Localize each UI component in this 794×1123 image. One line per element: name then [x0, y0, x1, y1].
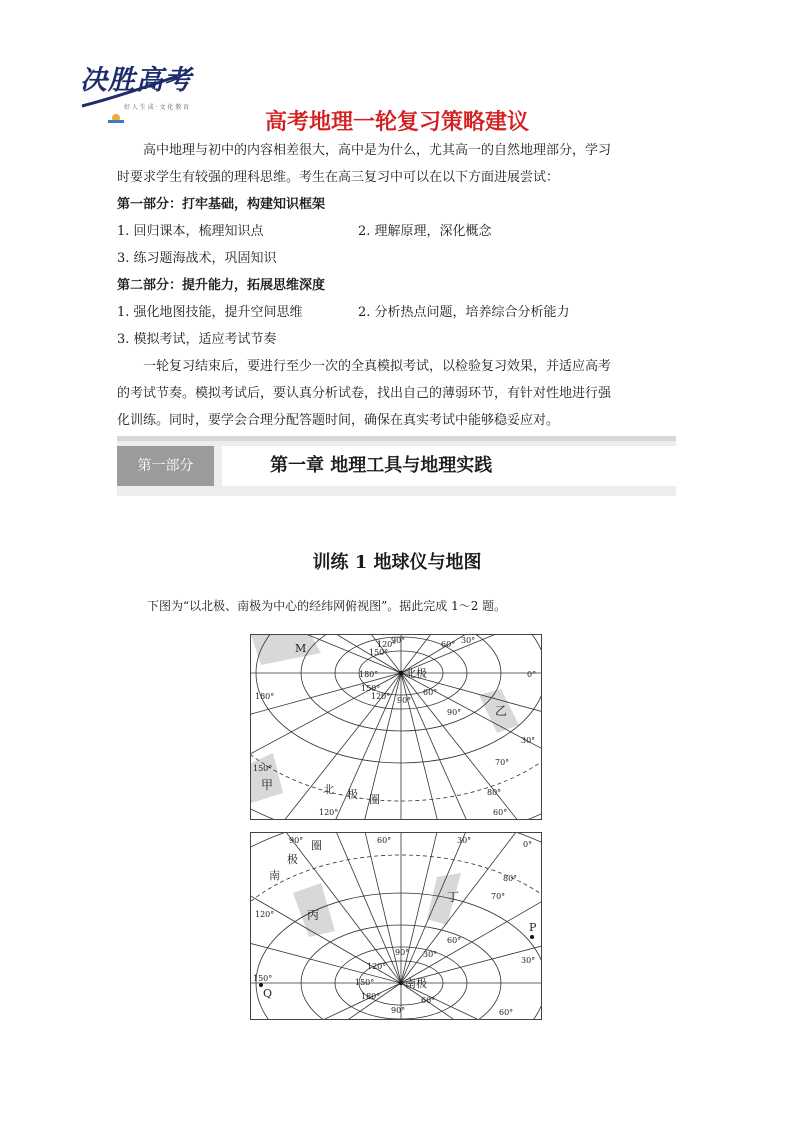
part2-heading: 第二部分：提升能力，拓展思维深度	[117, 278, 326, 293]
lon-label: 30°	[521, 736, 536, 745]
region-jia-label: 甲	[261, 778, 274, 792]
circle-char-3: 圈	[369, 793, 380, 806]
lon-label: 180°	[255, 692, 275, 701]
lon-label: 60°	[423, 688, 438, 697]
lon-label: 120°	[255, 910, 275, 919]
lon-label: 60°	[441, 640, 456, 649]
lon-label: 30°	[461, 636, 476, 645]
point-p-dot	[530, 935, 534, 939]
chapter-title: 第一章 地理工具与地理实践	[222, 446, 676, 486]
lon-label: 150°	[253, 974, 273, 983]
lon-label: 150°	[253, 764, 273, 773]
lon-label: 0°	[523, 840, 533, 849]
lon-label: 120°	[377, 640, 397, 649]
question-text: 下图为“以北极、南极为中心的经纬网俯视图”。据此完成 1～2 题。	[147, 599, 507, 613]
lon-label: 90°	[395, 948, 410, 957]
lon-label: 150°	[361, 684, 381, 693]
south-pole-label: 南极	[405, 977, 427, 990]
lon-label: 30°	[457, 836, 472, 845]
lon-label: 120°	[371, 692, 391, 701]
circle-char-2: 极	[287, 853, 298, 866]
north-pole-dot	[399, 671, 403, 675]
lon-label: 70°	[491, 892, 506, 901]
lon-label: 90°	[397, 696, 412, 705]
closing-line-3: 化训练。同时，要学会合理分配答题时间，确保在真实考试中能够稳妥应对。	[117, 413, 560, 428]
region-ding-label: 丁	[447, 890, 460, 904]
lon-label: 120°	[367, 962, 387, 971]
lon-label: 30°	[423, 950, 438, 959]
lon-label: 80°	[487, 788, 502, 797]
region-bing-label: 丙	[307, 908, 320, 922]
intro-line-1: 高中地理与初中的内容相差很大，高中是为什么，尤其高一的自然地理部分，学习	[143, 143, 612, 158]
south-pole-map	[250, 832, 542, 1020]
circle-char-1: 南	[269, 869, 280, 882]
page-title: 高考地理一轮复习策略建议	[264, 110, 529, 135]
part2-item-2: 2. 分析热点问题，培养综合分析能力	[358, 305, 570, 320]
point-p-label: P	[529, 921, 537, 934]
north-pole-map	[250, 634, 542, 820]
point-q-label: Q	[263, 987, 273, 1000]
circle-char-2: 极	[347, 788, 358, 801]
lon-label: 90°	[289, 836, 304, 845]
lon-label: 60°	[447, 936, 462, 945]
part2-item-1: 1. 强化地图技能，提升空间思维	[117, 305, 303, 320]
lon-label: 60°	[499, 1008, 514, 1017]
north-pole-label: 北极	[405, 667, 427, 680]
lon-label: 180°	[361, 992, 381, 1001]
section-title: 训练 1 地球仪与地图	[312, 552, 482, 573]
point-q-dot	[259, 983, 263, 987]
lon-label: 90°	[447, 708, 462, 717]
closing-line-2: 的考试节奏。模拟考试后，要认真分析试卷，找出自己的薄弱环节，有针对性地进行强	[117, 386, 612, 401]
chapter-part-label: 第一部分	[117, 446, 214, 486]
region-m-label: M	[295, 642, 307, 655]
lon-label: 60°	[377, 836, 392, 845]
lon-label: 80°	[503, 874, 518, 883]
lon-label: 180°	[359, 670, 379, 679]
closing-line-1: 一轮复习结束后，要进行至少一次的全真模拟考试，以检验复习效果，并适应高考	[143, 359, 612, 374]
intro-line-2: 时要求学生有较强的理科思维。考生在高三复习中可以在以下方面进展尝试：	[117, 170, 560, 185]
lon-label: 120°	[319, 808, 339, 817]
south-pole-dot	[399, 981, 403, 985]
logo-text: 决胜高考	[80, 65, 192, 96]
lon-label: 150°	[369, 648, 389, 657]
north-pole-map-graphic	[251, 635, 541, 819]
lon-label: 60°	[493, 808, 508, 817]
part1-item-1: 1. 回归课本，梳理知识点	[117, 224, 264, 239]
part2-item-3: 3. 模拟考试，适应考试节奏	[117, 332, 277, 347]
circle-char-1: 北	[323, 783, 334, 796]
lon-label: 30°	[521, 956, 536, 965]
chapter-bar-top-rule	[117, 436, 676, 441]
lon-label: 90°	[391, 1006, 406, 1015]
lon-label: 90°	[391, 636, 406, 645]
lon-label: 70°	[495, 758, 510, 767]
part1-item-3: 3. 练习题海战术，巩固知识	[117, 251, 277, 266]
logo-subtitle: 好 人 生 成 · 文 化 教 育	[124, 104, 190, 111]
region-m-shading	[251, 635, 321, 665]
region-yi-label: 乙	[495, 704, 508, 718]
lon-label: 0°	[527, 670, 537, 679]
part1-item-2: 2. 理解原理，深化概念	[358, 224, 492, 239]
lon-label: 60°	[421, 996, 436, 1005]
part1-heading: 第一部分：打牢基础，构建知识框架	[117, 197, 326, 212]
lon-label: 150°	[355, 978, 375, 987]
south-pole-map-graphic	[251, 833, 541, 1019]
circle-char-3: 圈	[311, 839, 322, 852]
